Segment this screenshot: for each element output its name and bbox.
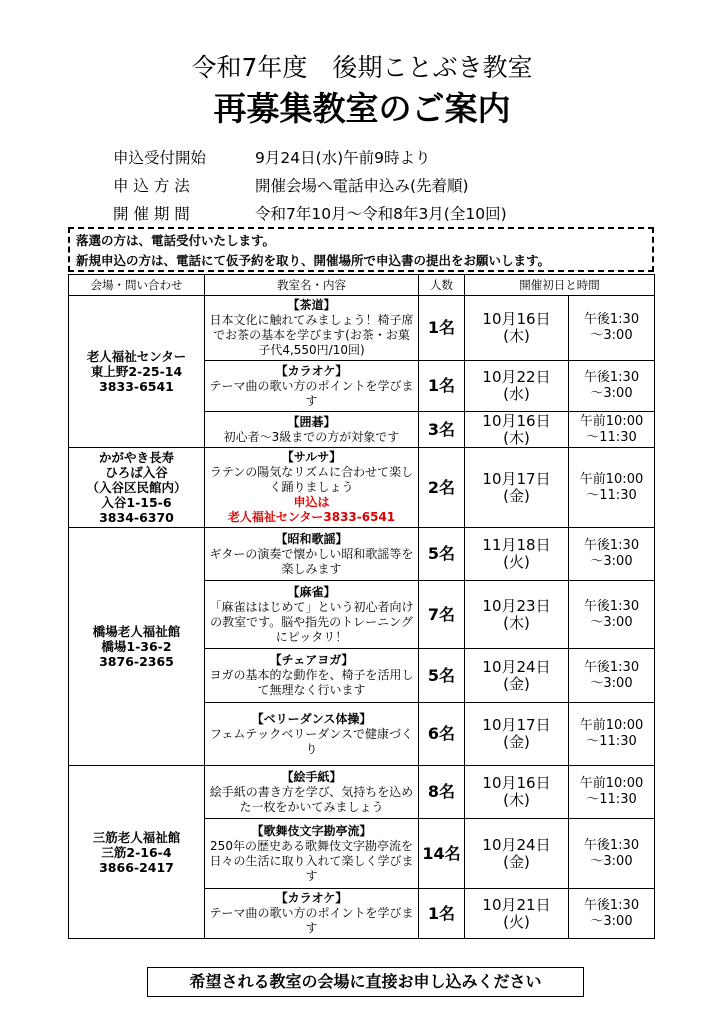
weekday: (金)	[503, 486, 530, 505]
date-cell	[465, 649, 569, 703]
date-cell	[465, 361, 569, 412]
info-label: 申込受付開始	[113, 149, 207, 167]
weekday: (木)	[503, 428, 530, 447]
capacity-cell: 1名	[419, 889, 465, 939]
time-cell	[569, 448, 655, 528]
date: 10月24日	[482, 657, 551, 676]
venue-line: 3876-2365	[99, 654, 174, 669]
venue-line: ひろば入谷	[105, 465, 168, 480]
start-time: 午後1:30	[583, 312, 640, 327]
venue-line: （入谷区民館内）	[86, 480, 187, 495]
end-time: ～11:30	[586, 792, 637, 807]
end-time: ～3:00	[590, 675, 633, 691]
date-cell	[465, 581, 569, 649]
end-time: ～3:00	[590, 328, 633, 343]
weekday: (金)	[503, 674, 530, 693]
capacity-cell: 5名	[419, 649, 465, 703]
course-desc: ラテンの陽気なリズムに合わせて楽しく踊りましょう	[209, 465, 414, 494]
end-time: ～3:00	[590, 913, 633, 929]
course-cell	[205, 649, 419, 703]
notice-box	[68, 227, 654, 272]
venue-line: かがやき長寿	[98, 450, 174, 465]
end-time: ～11:30	[586, 734, 637, 749]
table-header-row	[69, 275, 655, 296]
venue-cell	[69, 296, 205, 448]
course-cell	[205, 528, 419, 581]
date: 11月18日	[482, 536, 551, 554]
course-cell	[205, 766, 419, 819]
date-cell	[465, 528, 569, 581]
start-time: 午後1:30	[583, 598, 640, 614]
info-start	[113, 148, 431, 168]
date: 10月16日	[482, 774, 551, 792]
time-cell	[569, 581, 655, 649]
notice-line: 落選の方は、電話受付いたします。	[76, 233, 276, 248]
time-cell	[569, 412, 655, 448]
info-value: 開催会場へ電話申込み(先着順)	[255, 177, 469, 195]
course-desc: 「麻雀ははじめて」という初心者向けの教室です。脳や指先のトレーニングにピッタリ！	[209, 599, 414, 644]
start-time: 午後1:30	[583, 538, 640, 553]
venue-cell	[69, 766, 205, 939]
course-desc: テーマ曲の歌い方のポイントを学びます	[209, 906, 414, 935]
course-name: 【歌舞伎文字勘亭流】	[251, 823, 372, 838]
course-desc: 初心者～3級までの方が対象です	[223, 429, 400, 444]
capacity-cell: 5名	[419, 528, 465, 581]
venue-line: 橋場1-36-2	[101, 639, 172, 654]
apply-note: 申込は	[293, 495, 330, 509]
time-cell	[569, 703, 655, 766]
weekday: (金)	[503, 852, 530, 871]
header-course: 教室名・内容	[205, 275, 419, 296]
date: 10月23日	[482, 596, 551, 615]
course-cell	[205, 581, 419, 649]
time-cell	[569, 819, 655, 889]
venue-line: 橋場老人福祉館	[92, 624, 181, 639]
course-cell	[205, 412, 419, 448]
venue-line: 3866-2417	[99, 859, 174, 875]
course-name: 【カラオケ】	[275, 891, 348, 905]
footer-note: 希望される教室の会場に直接お申し込みください	[147, 967, 584, 997]
capacity-cell: 2名	[419, 448, 465, 528]
course-name: 【チェアヨガ】	[269, 653, 354, 667]
weekday: (水)	[503, 385, 530, 403]
time-cell	[569, 361, 655, 412]
date-cell	[465, 448, 569, 528]
course-desc: フェムテックベリーダンスで健康づくり	[210, 726, 413, 756]
date-cell	[465, 296, 569, 361]
time-cell	[569, 766, 655, 819]
time-cell	[569, 296, 655, 361]
venue-line: 三筋老人福祉館	[92, 829, 181, 845]
page-subtitle: 令和7年度 後期ことぶき教室	[191, 53, 533, 82]
venue-line: 3833-6541	[99, 379, 174, 394]
date: 10月16日	[482, 310, 551, 328]
start-time: 午後1:30	[583, 897, 640, 913]
weekday: (木)	[503, 613, 530, 632]
capacity-cell: 1名	[419, 296, 465, 361]
capacity-cell: 1名	[419, 361, 465, 412]
end-time: ～11:30	[586, 429, 637, 445]
course-name: 【茶道】	[287, 298, 336, 312]
course-desc: 絵手紙の書き方を学び、気持ちを込めた一枚をかいてみましょう	[209, 784, 414, 814]
venue-line: 3834-6370	[99, 510, 174, 525]
date-cell	[465, 412, 569, 448]
date: 10月24日	[482, 835, 551, 854]
date-cell	[465, 819, 569, 889]
course-cell	[205, 819, 419, 889]
capacity-cell: 3名	[419, 412, 465, 448]
weekday: (木)	[503, 327, 530, 345]
course-cell	[205, 448, 419, 528]
end-time: ～3:00	[590, 614, 633, 630]
info-label: 開 催 期 間	[113, 205, 190, 223]
venue-cell	[69, 448, 205, 528]
header-venue: 会場・問い合わせ	[69, 275, 205, 296]
course-cell	[205, 361, 419, 412]
course-desc: 250年の歴史ある歌舞伎文字勘亭流を日々の生活に取り入れて楽しく学びます	[209, 838, 414, 883]
notice-line: 新規申込の方は、電話にて仮予約を取り、開催場所で申込書の提出をお願いします。	[76, 253, 551, 268]
info-period	[113, 204, 507, 224]
course-name: 【絵手紙】	[281, 769, 342, 784]
start-time: 午前10:00	[579, 718, 644, 733]
course-cell	[205, 889, 419, 939]
table-row	[69, 528, 655, 581]
venue-line: 老人福祉センター	[86, 349, 187, 364]
course-cell	[205, 296, 419, 361]
date-cell	[465, 766, 569, 819]
table-row	[69, 448, 655, 528]
weekday: (火)	[503, 553, 530, 571]
start-time: 午前10:00	[579, 413, 644, 429]
course-name: 【昭和歌謡】	[275, 531, 348, 546]
time-cell	[569, 528, 655, 581]
class-table	[68, 274, 655, 939]
weekday: (火)	[503, 912, 530, 931]
info-method	[113, 176, 469, 196]
course-desc: ギターの演奏で懐かしい昭和歌謡等を楽しみます	[209, 546, 414, 576]
capacity-cell: 8名	[419, 766, 465, 819]
venue-cell	[69, 528, 205, 766]
start-time: 午後1:30	[583, 370, 640, 385]
course-desc: ヨガの基本的な動作を、椅子を活用して無理なく行います	[209, 668, 414, 697]
course-desc: 日本文化に触れてみましょう！椅子席でお茶の基本を学びます(お茶・お菓子代4,550円/10回)	[209, 313, 414, 357]
page-title: 再募集教室のご案内	[213, 89, 511, 128]
info-label: 申 込 方 法	[113, 177, 190, 195]
course-name: 【サルサ】	[281, 450, 342, 464]
weekday: (木)	[503, 791, 530, 809]
venue-line: 東上野2-25-14	[90, 364, 183, 379]
start-time: 午前10:00	[579, 776, 644, 791]
end-time: ～3:00	[590, 386, 633, 401]
date: 10月17日	[482, 716, 551, 734]
end-time: ～11:30	[586, 487, 637, 503]
header-datetime: 開催初日と時間	[465, 275, 655, 296]
capacity-cell: 6名	[419, 703, 465, 766]
course-name: 【麻雀】	[287, 584, 336, 599]
capacity-cell: 7名	[419, 581, 465, 649]
start-time: 午後1:30	[583, 837, 640, 853]
date-cell	[465, 889, 569, 939]
course-cell	[205, 703, 419, 766]
course-name: 【囲碁】	[287, 414, 336, 429]
info-value: 9月24日(水)午前9時より	[255, 149, 431, 167]
weekday: (金)	[503, 733, 530, 751]
time-cell	[569, 889, 655, 939]
time-cell	[569, 649, 655, 703]
start-time: 午前10:00	[579, 471, 644, 487]
table-row	[69, 766, 655, 819]
date-cell	[465, 703, 569, 766]
course-desc: テーマ曲の歌い方のポイントを学びます	[209, 378, 414, 408]
venue-line: 入谷1-15-6	[101, 495, 172, 510]
table-row	[69, 296, 655, 361]
end-time: ～3:00	[590, 554, 633, 569]
end-time: ～3:00	[590, 853, 633, 869]
date: 10月22日	[482, 368, 551, 386]
capacity-cell: 14名	[419, 819, 465, 889]
start-time: 午後1:30	[583, 659, 640, 675]
header-capacity: 人数	[419, 275, 465, 296]
date: 10月17日	[482, 469, 551, 488]
date: 10月21日	[482, 895, 551, 914]
course-name: 【カラオケ】	[275, 363, 348, 378]
course-name: 【ベリーダンス体操】	[251, 711, 372, 726]
info-value: 令和7年10月～令和8年3月(全10回)	[255, 205, 507, 223]
apply-contact: 老人福祉センター3833-6541	[227, 510, 396, 524]
venue-line: 三筋2-16-4	[101, 844, 172, 860]
date: 10月16日	[482, 411, 551, 430]
